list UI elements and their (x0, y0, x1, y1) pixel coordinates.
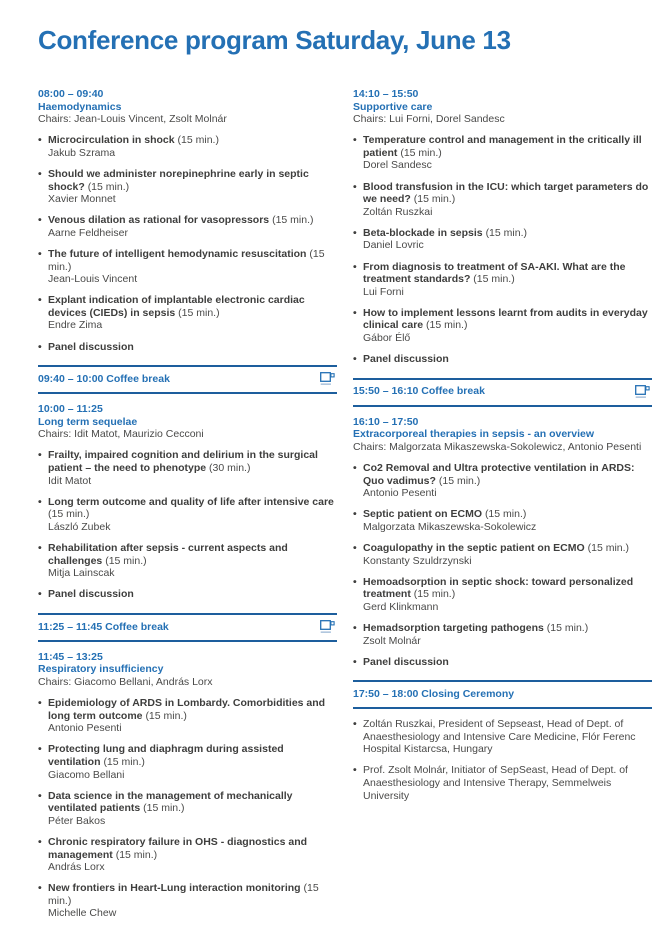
bullet-icon (353, 764, 363, 802)
agenda-item-duration: (15 min.) (413, 193, 456, 206)
session-time: 14:10 – 15:50 (353, 88, 419, 100)
agenda-item-duration: (15 min.) (413, 588, 456, 601)
agenda-item-duration: (15 min.) (115, 848, 158, 861)
agenda-item (353, 508, 652, 533)
agenda-item-text (363, 462, 652, 500)
agenda-item (353, 307, 652, 345)
session-header (38, 651, 337, 689)
closing-speaker-item (353, 764, 652, 802)
agenda-item-speaker: Zsolt Molnár (363, 634, 421, 647)
agenda-item-speaker: Konstanty Szuldrzynski (363, 554, 472, 567)
agenda-item-text (48, 248, 337, 286)
agenda-item-text (48, 214, 337, 239)
agenda-item-title: Hemoadsorption in septic shock: toward personalized treatment (363, 575, 634, 601)
agenda-item-text (363, 622, 652, 647)
agenda-item (353, 656, 652, 669)
agenda-item-title: Hemadsorption targeting pathogens (363, 621, 544, 634)
agenda-item-speaker: László Zubek (48, 520, 111, 533)
page-title: Conference program Saturday, June 13 (38, 25, 511, 55)
bullet-icon (353, 542, 363, 567)
break-bar (353, 378, 652, 407)
agenda-item-text (363, 508, 652, 533)
agenda-item-speaker: Michelle Chew (48, 907, 117, 920)
bullet-icon (353, 656, 363, 669)
agenda-item-title: Long term outcome and quality of life after intensive care (48, 495, 334, 508)
agenda-item-duration: (15 min.) (48, 247, 325, 273)
session-title: Supportive care (353, 100, 433, 113)
session-block (38, 88, 337, 353)
bullet-icon (38, 882, 48, 920)
agenda-item-text (363, 718, 652, 756)
session-title: Respiratory insufficiency (38, 663, 164, 676)
session-title: Extracorporeal therapies in sepsis - an overview (353, 428, 595, 441)
agenda-item-title: Panel discussion (363, 353, 449, 366)
agenda-item-text (363, 307, 652, 345)
bullet-icon (38, 341, 48, 354)
agenda-item-title: Panel discussion (48, 588, 134, 601)
session-time: 11:45 – 13:25 (38, 650, 103, 663)
agenda-item-speaker: Jean-Louis Vincent (48, 273, 138, 286)
agenda-item (38, 882, 337, 920)
agenda-item (38, 496, 337, 534)
right-column (353, 80, 652, 802)
coffee-cup-icon (320, 620, 336, 634)
agenda-item-title: Co2 Removal and Ultra protective ventilation in ARDS: Quo vadimus? (363, 461, 635, 487)
agenda-item-duration: (15 min.) (272, 214, 314, 227)
agenda-item (38, 449, 337, 487)
agenda-item-text (363, 764, 652, 802)
agenda-item (38, 248, 337, 286)
break-bar (38, 365, 337, 394)
agenda-item-text (48, 697, 337, 735)
agenda-item-title: Panel discussion (363, 655, 449, 668)
session-chairs: Chairs: Lui Forni, Dorel Sandesc (353, 113, 505, 126)
agenda-item-text (363, 261, 652, 299)
closing-speaker-text: Zoltán Ruszkai, President of Sepseast, Head of Dept. of Anaesthesiology and Intensive Care Medicine, Flór Ferenc Hospital Kistarcsa, Hungary (363, 718, 636, 756)
agenda-item-text (363, 542, 652, 567)
agenda-item-speaker: Jakub Szrama (48, 146, 116, 159)
agenda-item-text (363, 353, 652, 366)
session-chairs: Chairs: Malgorzata Mikaszewska-Sokolewicz, Antonio Pesenti (353, 440, 642, 453)
agenda-item-duration: (15 min.) (473, 273, 515, 286)
session-header (38, 88, 337, 126)
agenda-item-speaker: Gábor Élő (363, 332, 411, 344)
agenda-item-text (363, 134, 652, 172)
agenda-item-speaker: Péter Bakos (48, 814, 106, 827)
agenda-item (38, 168, 337, 206)
session-chairs: Chairs: Idit Matot, Maurizio Cecconi (38, 428, 204, 441)
agenda-item-title: Epidemiology of ARDS in Lombardy. Comorbidities and long term outcome (48, 697, 326, 722)
bullet-icon (353, 622, 363, 647)
agenda-item (38, 836, 337, 874)
agenda-item-speaker: Endre Zima (48, 319, 103, 332)
agenda-item (353, 353, 652, 366)
bullet-icon (38, 542, 48, 580)
agenda-item-duration: (15 min.) (484, 508, 527, 521)
coffee-cup-icon (635, 385, 651, 399)
agenda-item-speaker: Lui Forni (363, 285, 404, 298)
bullet-icon (353, 576, 363, 614)
agenda-item-duration: (15 min.) (438, 474, 481, 487)
agenda-item (38, 341, 337, 354)
break-bar (353, 680, 652, 709)
break-bar (38, 613, 337, 642)
bullet-icon (38, 168, 48, 206)
session-chairs: Chairs: Giacomo Bellani, András Lorx (38, 676, 213, 688)
session-time: 10:00 – 11:25 (38, 403, 103, 416)
agenda-item-duration: (15 min.) (48, 882, 319, 907)
session-header (353, 416, 652, 454)
agenda-item-title: Panel discussion (48, 340, 134, 353)
agenda-item-title: Blood transfusion in the ICU: which target parameters do we need? (363, 180, 649, 206)
agenda-item-title: Venous dilation as rational for vasopressors (48, 214, 270, 227)
closing-speaker-item (353, 718, 652, 756)
agenda-item-speaker: András Lorx (48, 861, 105, 874)
session-title: Haemodynamics (38, 100, 122, 113)
session-block (38, 651, 337, 920)
agenda-item-duration: (15 min.) (143, 802, 185, 815)
bullet-icon (353, 261, 363, 299)
agenda-item (353, 576, 652, 614)
session-time: 16:10 – 17:50 (353, 415, 419, 428)
agenda-item-text (363, 227, 652, 252)
bullet-icon (38, 836, 48, 874)
agenda-item-title: Temperature control and management in the critically ill patient (363, 134, 642, 159)
agenda-item-speaker: Xavier Monnet (48, 193, 116, 206)
session-block (353, 416, 652, 669)
agenda-item-text (48, 542, 337, 580)
agenda-item-text (48, 168, 337, 206)
agenda-item-duration: (15 min.) (485, 226, 527, 239)
agenda-item-title: Should we administer norepinephrine early in septic shock? (48, 167, 309, 193)
agenda-item-speaker: Mitja Lainscak (48, 567, 115, 580)
agenda-item-text (363, 576, 652, 614)
session-title: Long term sequelae (38, 415, 138, 428)
agenda-item-title: Septic patient on ECMO (363, 508, 483, 521)
agenda-item-title: How to implement lessons learnt from audits in everyday clinical care (363, 306, 648, 332)
agenda-item-duration: (15 min.) (103, 755, 145, 768)
agenda-item-speaker: Idit Matot (48, 474, 92, 487)
agenda-item (38, 743, 337, 781)
break-label: 15:50 – 16:10 Coffee break (353, 385, 485, 398)
agenda-item (38, 697, 337, 735)
agenda-item-speaker: Aarne Feldheiser (48, 226, 128, 239)
agenda-item-text (48, 882, 337, 920)
closing-speaker-text: Prof. Zsolt Molnár, Initiator of SepSeast, Head of Dept. of Anaesthesiology and Intensive Therapy, Semmelweis University (363, 764, 628, 802)
agenda-item (38, 294, 337, 332)
agenda-item-duration: (15 min.) (87, 180, 130, 193)
bullet-icon (353, 181, 363, 219)
agenda-item-title: Data science in the management of mechanically ventilated patients (48, 789, 293, 815)
bullet-icon (353, 353, 363, 366)
agenda-item-speaker: Gerd Klinkmann (363, 600, 439, 613)
bullet-icon (38, 790, 48, 828)
agenda-item (38, 588, 337, 601)
bullet-icon (38, 743, 48, 781)
agenda-item-speaker: Malgorzata Mikaszewska-Sokolewicz (363, 520, 537, 533)
agenda-item-text (363, 181, 652, 219)
agenda-item-title: Explant indication of implantable electronic cardiac devices (CIEDs) in sepsis (48, 294, 305, 319)
agenda-item-duration: (15 min.) (177, 134, 219, 147)
agenda-item-text (48, 294, 337, 332)
agenda-item (353, 462, 652, 500)
agenda-item-speaker: Daniel Lovric (363, 239, 424, 252)
agenda-item-duration: (15 min.) (587, 541, 630, 554)
agenda-item (353, 181, 652, 219)
left-column (38, 80, 337, 920)
session-block (38, 403, 337, 601)
agenda-item-text (48, 588, 337, 601)
agenda-item-text (48, 790, 337, 828)
agenda-item-text (48, 743, 337, 781)
bullet-icon (38, 496, 48, 534)
agenda-item-text (48, 836, 337, 874)
bullet-icon (353, 508, 363, 533)
bullet-icon (38, 697, 48, 735)
agenda-item-duration: (15 min.) (105, 554, 147, 567)
agenda-item-title: From diagnosis to treatment of SA-AKI. What are the treatment standards? (363, 260, 626, 286)
closing-speakers-list (353, 718, 652, 802)
agenda-item (353, 622, 652, 647)
agenda-item-speaker: Dorel Sandesc (363, 159, 432, 172)
program-columns (38, 80, 652, 920)
agenda-item-title: Rehabilitation after sepsis - current aspects and challenges (48, 541, 288, 567)
agenda-item-duration: (15 min.) (48, 508, 90, 521)
agenda-item-title: Microcirculation in shock (48, 134, 175, 147)
agenda-item-title: Protecting lung and diaphragm during assisted ventilation (48, 743, 284, 768)
agenda-item-title: Frailty, impaired cognition and delirium in the surgical patient – the need to phenotype (48, 449, 318, 474)
agenda-item-title: The future of intelligent hemodynamic resuscitation (48, 247, 307, 260)
session-block (353, 88, 652, 366)
agenda-item-title: Beta-blockade in sepsis (363, 226, 483, 239)
bullet-icon (38, 214, 48, 239)
agenda-item-duration: (15 min.) (546, 621, 589, 634)
agenda-item (38, 134, 337, 159)
agenda-item-title: Coagulopathy in the septic patient on ECMO (363, 541, 585, 554)
agenda-item-text (48, 341, 337, 354)
bullet-icon (38, 449, 48, 487)
bullet-icon (38, 588, 48, 601)
bullet-icon (353, 718, 363, 756)
agenda-item-duration: (15 min.) (178, 306, 220, 319)
agenda-item-text (363, 656, 652, 669)
agenda-item-text (48, 134, 337, 159)
break-label: 17:50 – 18:00 Closing Ceremony (353, 687, 515, 700)
agenda-item-speaker: Giacomo Bellani (48, 768, 125, 781)
bullet-icon (38, 248, 48, 286)
agenda-item-text (48, 496, 337, 534)
agenda-item-duration: (30 min.) (209, 461, 251, 474)
agenda-item-speaker: Antonio Pesenti (48, 722, 122, 735)
session-time: 08:00 – 09:40 (38, 88, 104, 100)
coffee-cup-icon (320, 372, 336, 386)
agenda-item-duration: (15 min.) (426, 319, 468, 332)
agenda-item (38, 214, 337, 239)
agenda-item-text (48, 449, 337, 487)
agenda-item-title: Chronic respiratory failure in OHS - diagnostics and management (48, 835, 308, 861)
bullet-icon (353, 227, 363, 252)
session-chairs: Chairs: Jean-Louis Vincent, Zsolt Molnár (38, 113, 227, 126)
agenda-item-duration: (15 min.) (400, 146, 442, 159)
agenda-item (353, 261, 652, 299)
bullet-icon (38, 294, 48, 332)
session-header (38, 403, 337, 441)
agenda-item (38, 542, 337, 580)
break-label: 11:25 – 11:45 Coffee break (38, 620, 169, 633)
agenda-item-duration: (15 min.) (145, 709, 187, 722)
agenda-item-speaker: Antonio Pesenti (363, 487, 437, 500)
agenda-item-title: New frontiers in Heart-Lung interaction monitoring (48, 882, 301, 895)
agenda-item (353, 227, 652, 252)
agenda-item (38, 790, 337, 828)
bullet-icon (353, 462, 363, 500)
agenda-item (353, 134, 652, 172)
bullet-icon (38, 134, 48, 159)
agenda-item (353, 542, 652, 567)
session-header (353, 88, 652, 126)
bullet-icon (353, 134, 363, 172)
bullet-icon (353, 307, 363, 345)
break-label: 09:40 – 10:00 Coffee break (38, 372, 170, 385)
agenda-item-speaker: Zoltán Ruszkai (363, 205, 433, 218)
